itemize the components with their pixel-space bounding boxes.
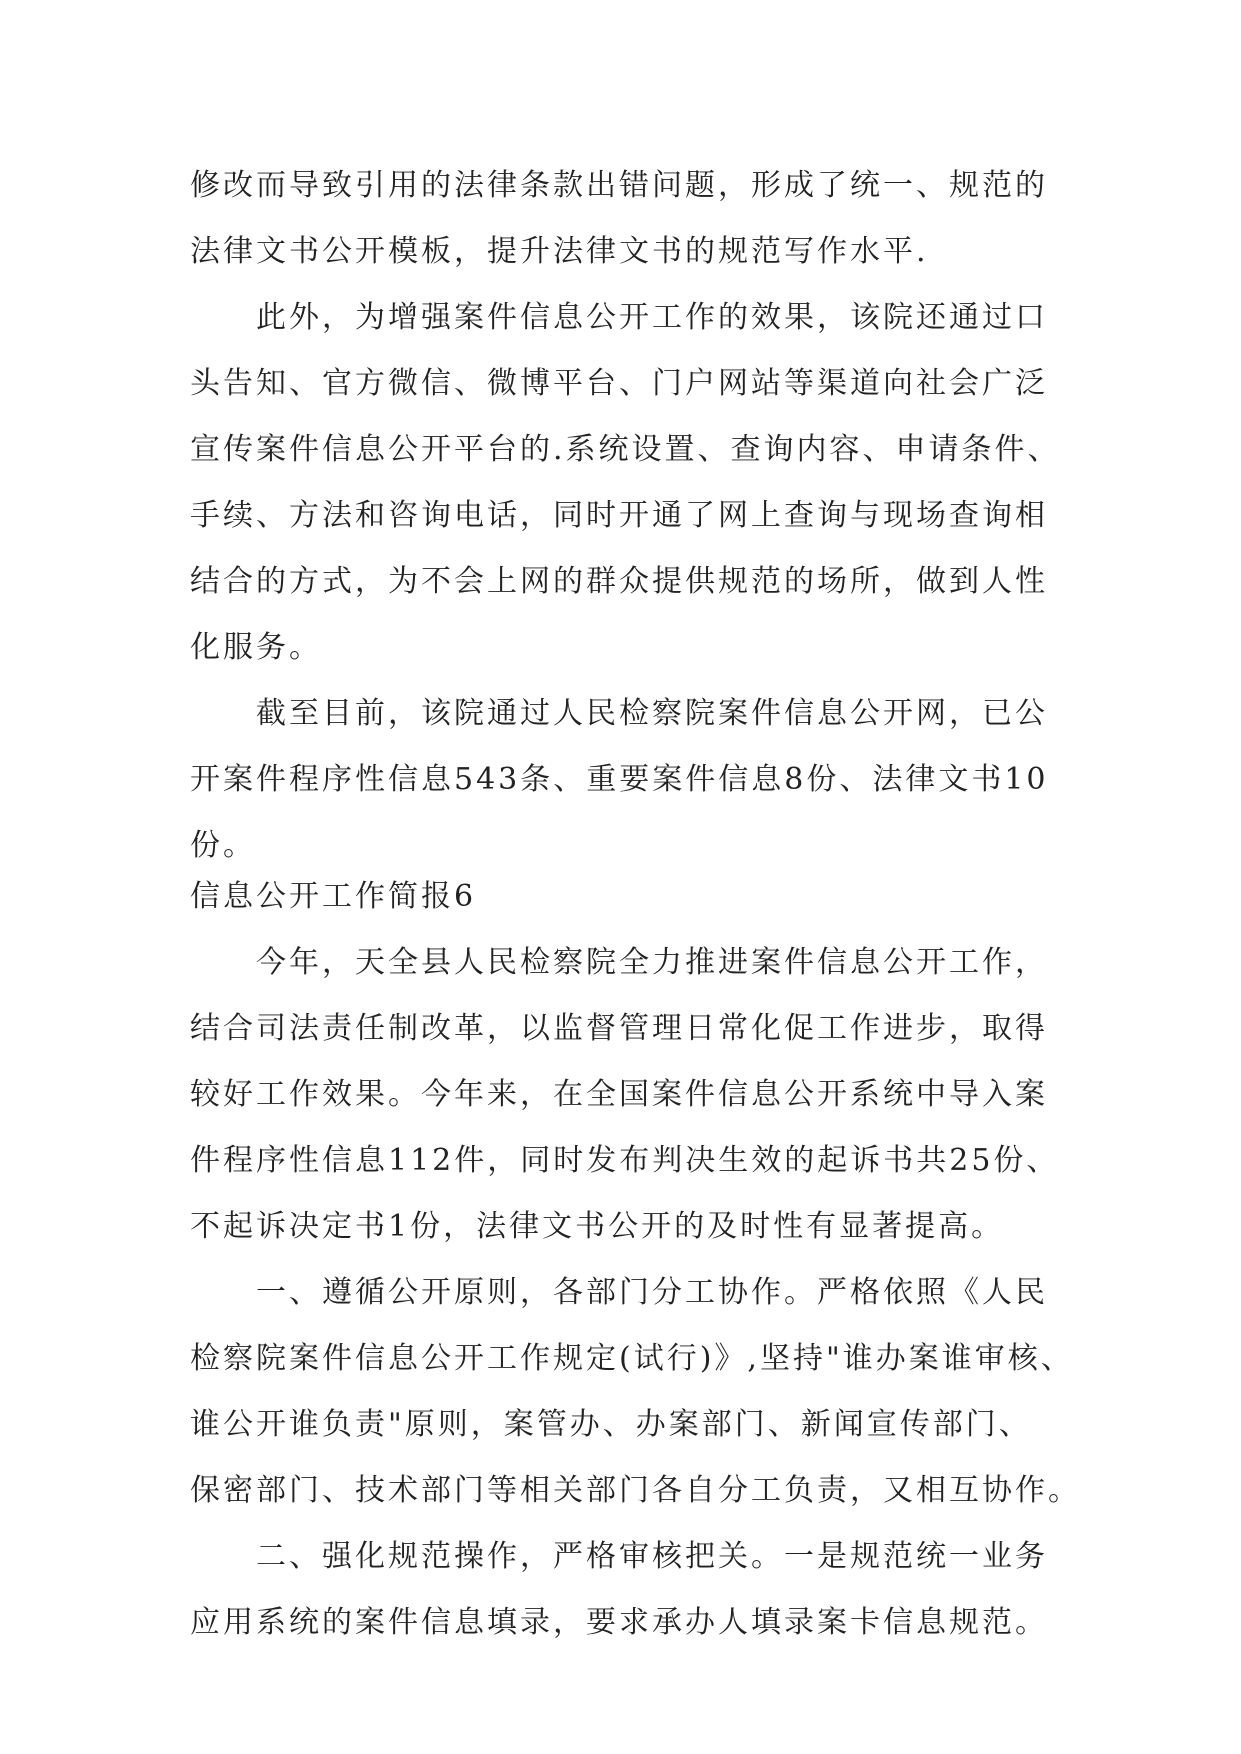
section-1-text xyxy=(190,153,1070,879)
text-line: 化服务。 xyxy=(190,630,322,665)
paragraph-start-line: 一、遵循公开原则，各部门分工协作。严格依照《人民 xyxy=(256,1275,1048,1310)
text-line: 结合司法责任制改革，以监督管理日常化促工作进步，取得 xyxy=(190,1011,1048,1046)
text-line: 宣传案件信息公开平台的.系统设置、查询内容、申请条件、 xyxy=(190,432,1061,467)
paragraph-start-line: 此外，为增强案件信息公开工作的效果，该院还通过口 xyxy=(256,300,1048,335)
paragraph-start-line: 截至目前，该院通过人民检察院案件信息公开网，已公 xyxy=(256,696,1048,731)
text-line: 份。 xyxy=(190,828,256,863)
text-line: 头告知、官方微信、微博平台、门户网站等渠道向社会广泛 xyxy=(190,366,1048,401)
text-line: 修改而导致引用的法律条款出错问题，形成了统一、规范的 xyxy=(190,168,1048,203)
text-line: 应用系统的案件信息填录，要求承办人填录案卡信息规范。 xyxy=(190,1605,1048,1640)
text-line: 谁公开谁负责"原则，案管办、办案部门、新闻宣传部门、 xyxy=(190,1407,1032,1442)
paragraph-start-line: 今年，天全县人民检察院全力推进案件信息公开工作， xyxy=(256,945,1048,980)
section-2-text xyxy=(190,864,1081,1656)
text-line: 手续、方法和咨询电话，同时开通了网上查询与现场查询相 xyxy=(190,498,1048,533)
text-line: 保密部门、技术部门等相关部门各自分工负责，又相互协作。 xyxy=(190,1473,1081,1508)
text-line: 较好工作效果。今年来，在全国案件信息公开系统中导入案 xyxy=(190,1077,1048,1112)
text-line: 不起诉决定书1份，法律文书公开的及时性有显著提高。 xyxy=(190,1209,1005,1244)
section-title: 信息公开工作简报6 xyxy=(190,879,477,914)
text-line: 检察院案件信息公开工作规定(试行)》,坚持"谁办案谁审核、 xyxy=(190,1341,1074,1376)
text-line: 法律文书公开模板，提升法律文书的规范写作水平. xyxy=(190,234,929,269)
text-line: 件程序性信息112件，同时发布判决生效的起诉书共25份、 xyxy=(190,1143,1060,1178)
text-line: 开案件程序性信息543条、重要案件信息8份、法律文书10 xyxy=(190,762,1049,797)
paragraph-start-line: 二、强化规范操作，严格审核把关。一是规范统一业务 xyxy=(256,1539,1048,1574)
text-line: 结合的方式，为不会上网的群众提供规范的场所，做到人性 xyxy=(190,564,1048,599)
